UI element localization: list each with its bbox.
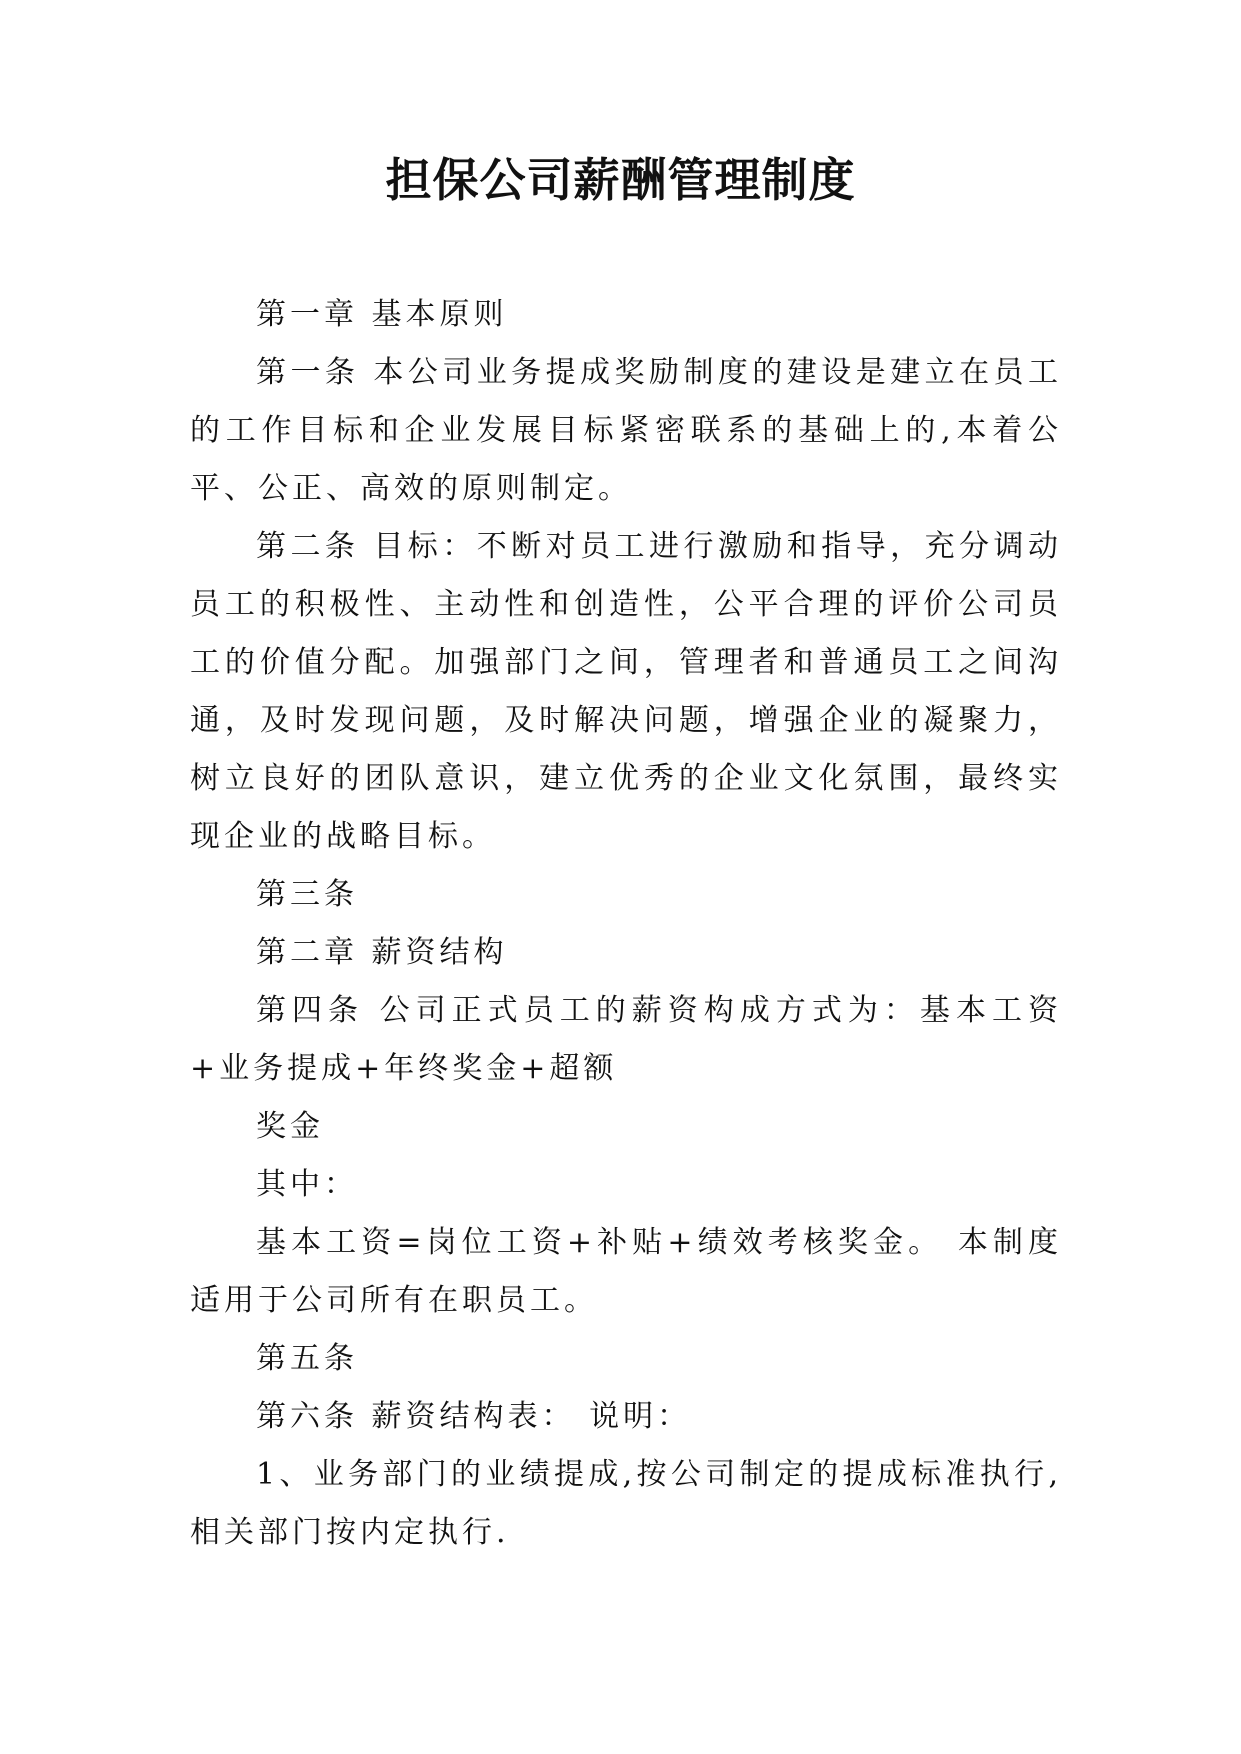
article-4-paragraph: 第四条 公司正式员工的薪资构成方式为：基本工资+业务提成+年终奖金+超额 [190, 993, 1062, 1086]
among-line: 其中： [256, 1167, 358, 1202]
note-1-paragraph: 1、业务部门的业绩提成,按公司制定的提成标准执行,相关部门按内定执行. [190, 1457, 1062, 1550]
article-3-paragraph: 第三条 [256, 877, 358, 912]
article-2-paragraph: 第二条 目标：不断对员工进行激励和指导，充分调动员工的积极性、主动性和创造性，公平合理的评价公司员工的价值分配。加强部门之间，管理者和普通员工之间沟通，及时发现问题，及时解决问题，增强企业的凝聚力，树立良好的团队意识，建立优秀的企业文化氛围，最终实现企业的战略目标。 [190, 529, 1062, 854]
chapter-1-heading: 第一章 基本原则 [256, 297, 508, 332]
bonus-line: 奖金 [256, 1109, 324, 1144]
article-5-paragraph: 第五条 [256, 1341, 358, 1376]
article-1-paragraph: 第一条 本公司业务提成奖励制度的建设是建立在员工的工作目标和企业发展目标紧密联系的基础上的,本着公平、公正、高效的原则制定。 [190, 355, 1062, 506]
document-body [190, 286, 1062, 1562]
article-6-paragraph: 第六条 薪资结构表： 说明： [256, 1399, 692, 1434]
chapter-2-heading: 第二章 薪资结构 [256, 935, 508, 970]
base-salary-paragraph: 基本工资=岗位工资+补贴+绩效考核奖金。 本制度适用于公司所有在职员工。 [190, 1225, 1062, 1318]
document-title: 担保公司薪酬管理制度 [385, 153, 856, 207]
